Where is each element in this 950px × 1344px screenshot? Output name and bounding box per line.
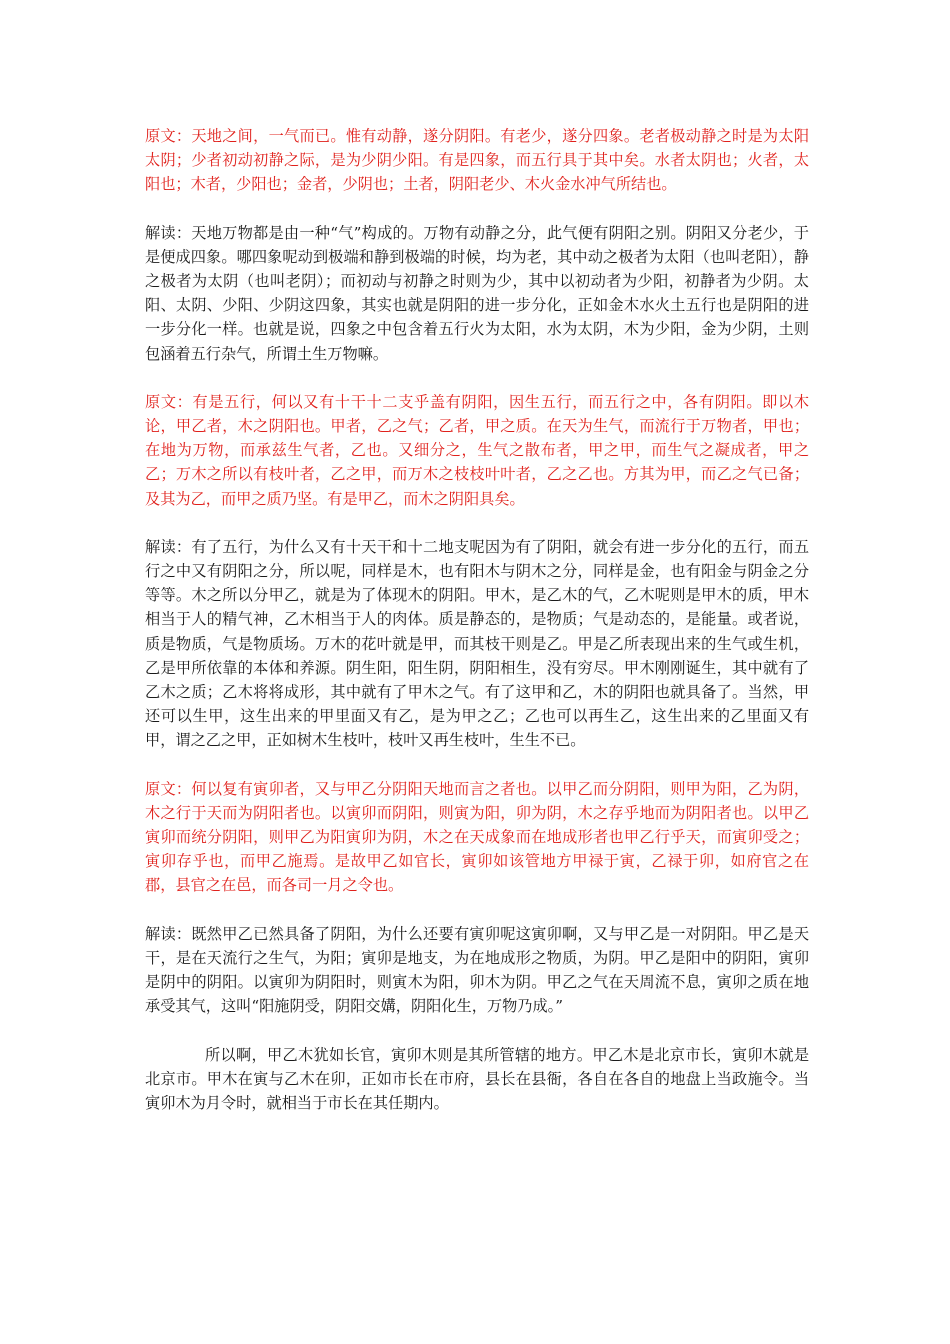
commentary-1: 解读：天地万物都是由一种“气”构成的。万物有动静之分，此气便有阴阳之别。阴阳又分老少，于是便成四象。哪四象呢动到极端和静到极端的时候，均为老，其中动之极者为太阳（也叫老阳），静之极者为太阴（也叫老阴）；而初动与初静之时则为少，其中以初动者为少阳，初静者为少阴。太阳、太阴、少阳、少阴这四象，其实也就是阴阳的进一步分化，正如金木水火土五行也是阴阳的进一步分化一样。也就是说，四象之中包含着五行火为太阳，水为太阴，木为少阳，金为少阴，土则包涵着五行杂气，所谓土生万物嘛。 <box>145 223 809 363</box>
paragraph-gap <box>145 898 809 922</box>
paragraph-gap <box>145 197 809 221</box>
original-text-1: 原文：天地之间，一气而已。惟有动静，遂分阴阳。有老少，遂分四象。老者极动静之时是为太阳太阴；少者初动初静之际，是为少阴少阳。有是四象，而五行具于其中矣。水者太阴也；火者，太阳也；木者，少阳也；金者，少阴也；土者，阴阳老少、木火金水冲气所结也。 <box>145 127 809 194</box>
closing-note: 所以啊，甲乙木犹如长官，寅卯木则是其所管辖的地方。甲乙木是北京市长，寅卯木就是北京市。甲木在寅与乙木在卯，正如市长在市府，县长在县衙，各自在各自的地盘上当政施令。当寅卯木为月令时，就相当于市长在其任期内。 <box>145 1045 809 1112</box>
commentary-2: 解读：有了五行，为什么又有十天干和十二地支呢因为有了阴阳，就会有进一步分化的五行，而五行之中又有阴阳之分，所以呢，同样是木，也有阳木与阴木之分，同样是金，也有阳金与阴金之分等等。木之所以分甲乙，就是为了体现木的阴阳。甲木，是乙木的气，乙木呢则是甲木的质，甲木相当于人的精气神，乙木相当于人的肉体。质是静态的，是物质；气是动态的，是能量。或者说，质是物质，气是物质场。万木的花叶就是甲，而其枝干则是乙。甲是乙所表现出来的生气或生机，乙是甲所依靠的本体和养源。阴生阳，阳生阴，阴阳相生，没有穷尽。甲木刚刚诞生，其中就有了乙木之质；乙木将将成形，其中就有了甲木之气。有了这甲和乙，木的阴阳也就具备了。当然，甲还可以生甲，这生出来的甲里面又有乙，是为甲之乙；乙也可以再生乙，这生出来的乙里面又有甲，谓之乙之甲，正如树木生枝叶，枝叶又再生枝叶，生生不已。 <box>145 537 809 750</box>
document-body <box>145 124 809 1115</box>
original-text-3: 原文：何以复有寅卯者，又与甲乙分阴阳天地而言之者也。以甲乙而分阴阳，则甲为阳，乙为阴，木之行于天而为阴阳者也。以寅卯而阴阳，则寅为阳，卯为阴，木之存乎地而为阴阳者也。以甲乙寅卯而统分阴阳，则甲乙为阳寅卯为阴，木之在天成象而在地成形者也甲乙行乎天，而寅卯受之；寅卯存乎也，而甲乙施焉。是故甲乙如官长，寅卯如该管地方甲禄于寅，乙禄于卯，如府官之在郡，县官之在邑，而各司一月之令也。 <box>145 779 809 895</box>
paragraph-gap <box>145 1019 809 1043</box>
commentary-3: 解读：既然甲乙已然具备了阴阳，为什么还要有寅卯呢这寅卯啊，又与甲乙是一对阴阳。甲乙是天干，是在天流行之生气，为阳；寅卯是地支，为在地成形之物质，为阴。甲乙是阳中的阴阳，寅卯是阴中的阴阳。以寅卯为阴阳时，则寅木为阳，卯木为阴。甲乙之气在天周流不息，寅卯之质在地承受其气，这叫“阳施阴受，阴阳交媾，阴阳化生，万物乃成。” <box>145 924 809 1016</box>
original-text-2: 原文：有是五行，何以又有十干十二支乎盖有阴阳，因生五行，而五行之中，各有阴阳。即以木论，甲乙者，木之阴阳也。甲者，乙之气；乙者，甲之质。在天为生气，而流行于万物者，甲也；在地为万物，而承兹生气者，乙也。又细分之，生气之散布者，甲之甲，而生气之凝成者，甲之乙；万木之所以有枝叶者，乙之甲，而万木之枝枝叶叶者，乙之乙也。方其为甲，而乙之气已备；及其为乙，而甲之质乃坚。有是甲乙，而木之阴阳具矣。 <box>145 392 809 508</box>
paragraph-gap <box>145 753 809 777</box>
paragraph-gap <box>145 511 809 535</box>
paragraph-gap <box>145 366 809 390</box>
